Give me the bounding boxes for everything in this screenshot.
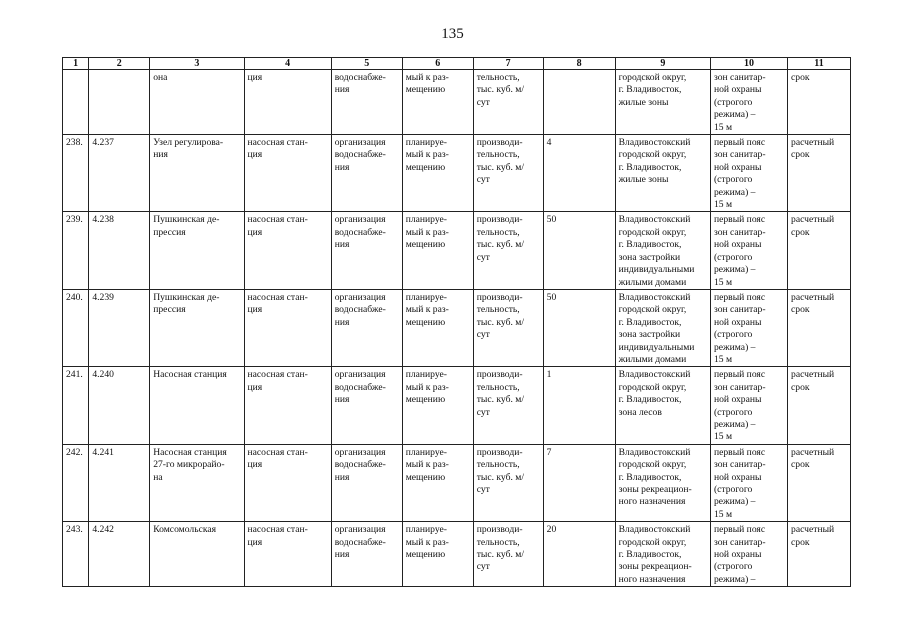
value-cell: 1 — [543, 367, 615, 444]
status-cell: планируе- мый к раз- мещению — [402, 444, 473, 521]
row-number-cell: 241. — [63, 367, 89, 444]
object-code-cell: 4.238 — [89, 212, 150, 289]
object-name-cell: Насосная станция — [150, 367, 244, 444]
location-cell: Владивостокский городской округ, г. Владивосток, зоны рекреацион- ного назначения — [615, 444, 710, 521]
characteristic-cell: тельность, тыс. куб. м/ сут — [473, 70, 543, 135]
term-cell: расчетный срок — [788, 135, 851, 212]
object-type-cell: насосная стан- ция — [244, 212, 331, 289]
object-name-cell: Пушкинская де- прессия — [150, 212, 244, 289]
column-number-header: 1 — [63, 58, 89, 70]
column-number-header: 11 — [788, 58, 851, 70]
purpose-cell: организация водоснабже- ния — [331, 367, 402, 444]
table-row — [63, 367, 851, 444]
value-cell — [543, 70, 615, 135]
term-cell: срок — [788, 70, 851, 135]
characteristic-cell: производи- тельность, тыс. куб. м/ сут — [473, 444, 543, 521]
object-name-cell: Насосная станция 27-го микрорайо- на — [150, 444, 244, 521]
status-cell: мый к раз- мещению — [402, 70, 473, 135]
object-type-cell: ция — [244, 70, 331, 135]
zone-cell: первый пояс зон санитар- ной охраны (строгого режима) – — [710, 522, 787, 587]
value-cell: 7 — [543, 444, 615, 521]
object-code-cell: 4.237 — [89, 135, 150, 212]
row-number-cell: 238. — [63, 135, 89, 212]
table-row — [63, 522, 851, 587]
table-row — [63, 289, 851, 366]
object-type-cell: насосная стан- ция — [244, 522, 331, 587]
characteristic-cell: производи- тельность, тыс. куб. м/ сут — [473, 212, 543, 289]
location-cell: Владивостокский городской округ, г. Владивосток, жилые зоны — [615, 135, 710, 212]
column-number-header: 4 — [244, 58, 331, 70]
term-cell: расчетный срок — [788, 522, 851, 587]
location-cell: Владивостокский городской округ, г. Владивосток, зоны рекреацион- ного назначения — [615, 522, 710, 587]
zone-cell: зон санитар- ной охраны (строгого режима) – 15 м — [710, 70, 787, 135]
location-cell: Владивостокский городской округ, г. Владивосток, зона застройки индивидуальными жилыми домами — [615, 289, 710, 366]
row-number-cell: 239. — [63, 212, 89, 289]
row-number-cell: 242. — [63, 444, 89, 521]
status-cell: планируе- мый к раз- мещению — [402, 135, 473, 212]
column-number-header: 8 — [543, 58, 615, 70]
object-code-cell: 4.242 — [89, 522, 150, 587]
object-type-cell: насосная стан- ция — [244, 367, 331, 444]
row-number-cell — [63, 70, 89, 135]
location-cell: городской округ, г. Владивосток, жилые зоны — [615, 70, 710, 135]
table-row — [63, 70, 851, 135]
location-cell: Владивостокский городской округ, г. Владивосток, зона лесов — [615, 367, 710, 444]
zone-cell: первый пояс зон санитар- ной охраны (строгого режима) – 15 м — [710, 444, 787, 521]
characteristic-cell: производи- тельность, тыс. куб. м/ сут — [473, 522, 543, 587]
object-code-cell: 4.240 — [89, 367, 150, 444]
purpose-cell: организация водоснабже- ния — [331, 289, 402, 366]
object-code-cell: 4.241 — [89, 444, 150, 521]
table-row — [63, 135, 851, 212]
value-cell: 4 — [543, 135, 615, 212]
purpose-cell: организация водоснабже- ния — [331, 522, 402, 587]
object-name-cell: она — [150, 70, 244, 135]
term-cell: расчетный срок — [788, 444, 851, 521]
characteristic-cell: производи- тельность, тыс. куб. м/ сут — [473, 135, 543, 212]
page-number: 135 — [441, 26, 464, 42]
status-cell: планируе- мый к раз- мещению — [402, 212, 473, 289]
term-cell: расчетный срок — [788, 212, 851, 289]
object-type-cell: насосная стан- ция — [244, 444, 331, 521]
characteristic-cell: производи- тельность, тыс. куб. м/ сут — [473, 367, 543, 444]
column-number-header: 3 — [150, 58, 244, 70]
status-cell: планируе- мый к раз- мещению — [402, 289, 473, 366]
column-number-header: 2 — [89, 58, 150, 70]
object-name-cell: Пушкинская де- прессия — [150, 289, 244, 366]
row-number-cell: 240. — [63, 289, 89, 366]
zone-cell: первый пояс зон санитар- ной охраны (строгого режима) – 15 м — [710, 367, 787, 444]
table-row — [63, 444, 851, 521]
table-header-row — [63, 58, 851, 70]
value-cell: 20 — [543, 522, 615, 587]
zone-cell: первый пояс зон санитар- ной охраны (строгого режима) – 15 м — [710, 135, 787, 212]
object-type-cell: насосная стан- ция — [244, 289, 331, 366]
register-table — [62, 57, 851, 587]
column-number-header: 6 — [402, 58, 473, 70]
characteristic-cell: производи- тельность, тыс. куб. м/ сут — [473, 289, 543, 366]
zone-cell: первый пояс зон санитар- ной охраны (строгого режима) – 15 м — [710, 212, 787, 289]
term-cell: расчетный срок — [788, 367, 851, 444]
table-body — [63, 70, 851, 587]
column-number-header: 5 — [331, 58, 402, 70]
term-cell: расчетный срок — [788, 289, 851, 366]
object-name-cell: Узел регулирова- ния — [150, 135, 244, 212]
object-type-cell: насосная стан- ция — [244, 135, 331, 212]
purpose-cell: организация водоснабже- ния — [331, 444, 402, 521]
purpose-cell: организация водоснабже- ния — [331, 212, 402, 289]
object-code-cell — [89, 70, 150, 135]
table-row — [63, 212, 851, 289]
row-number-cell: 243. — [63, 522, 89, 587]
location-cell: Владивостокский городской округ, г. Владивосток, зона застройки индивидуальными жилыми домами — [615, 212, 710, 289]
value-cell: 50 — [543, 212, 615, 289]
value-cell: 50 — [543, 289, 615, 366]
purpose-cell: организация водоснабже- ния — [331, 135, 402, 212]
column-number-header: 10 — [710, 58, 787, 70]
status-cell: планируе- мый к раз- мещению — [402, 367, 473, 444]
object-code-cell: 4.239 — [89, 289, 150, 366]
column-number-header: 7 — [473, 58, 543, 70]
column-number-header: 9 — [615, 58, 710, 70]
status-cell: планируе- мый к раз- мещению — [402, 522, 473, 587]
purpose-cell: водоснабже- ния — [331, 70, 402, 135]
object-name-cell: Комсомольская — [150, 522, 244, 587]
zone-cell: первый пояс зон санитар- ной охраны (строгого режима) – 15 м — [710, 289, 787, 366]
